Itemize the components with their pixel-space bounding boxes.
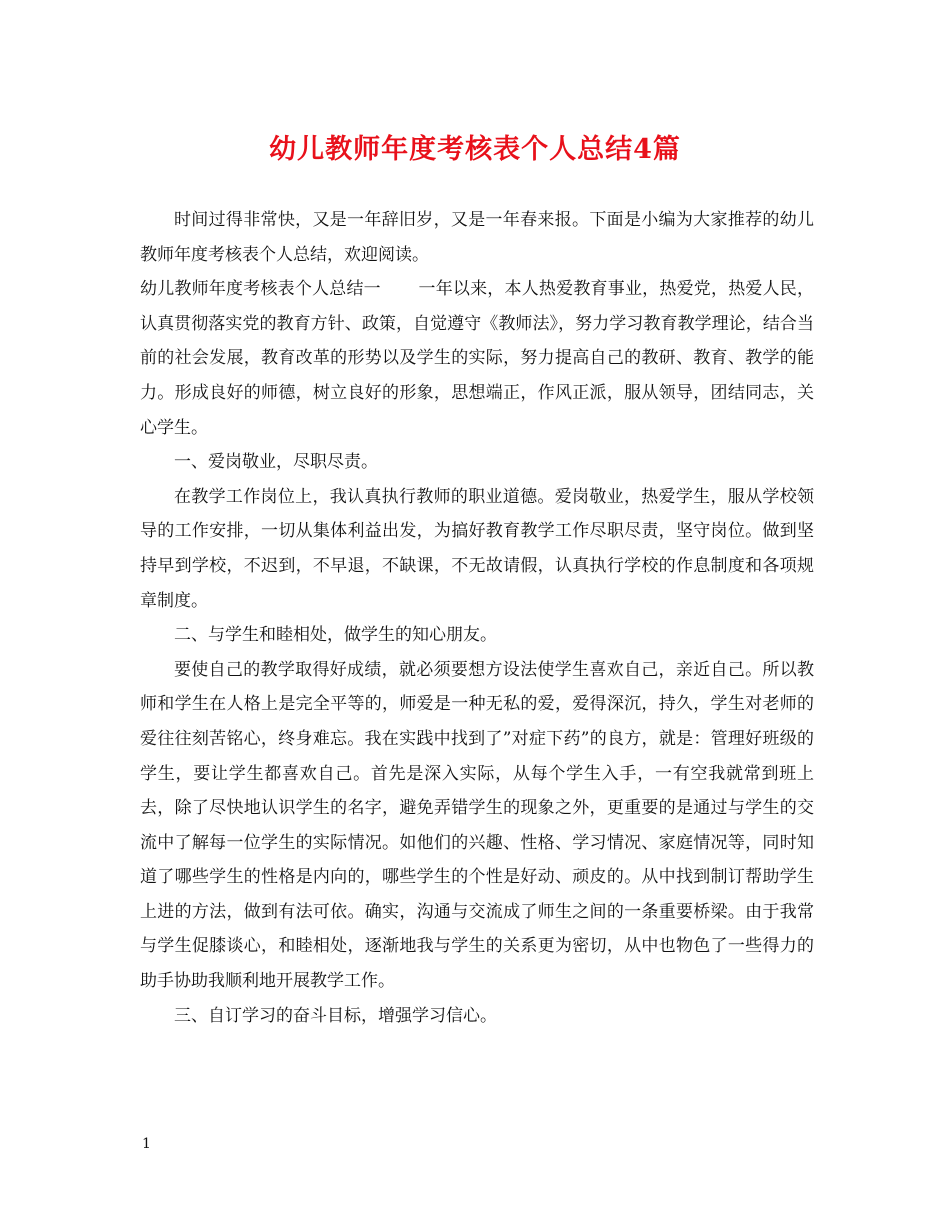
- document-title: 幼儿教师年度考核表个人总结4篇: [269, 134, 681, 165]
- document-body: [140, 203, 814, 1033]
- section-one-paragraph: 在教学工作岗位上，我认真执行教师的职业道德。爱岗敬业，热爱学生，服从学校领导的工作安排，一切从集体利益出发，为搞好教育教学工作尽职尽责，坚守岗位。做到坚持早到学校，不迟到，不早退，不缺课，不无故请假，认真执行学校的作息制度和各项规章制度。: [140, 486, 814, 611]
- summary-one-text: 一年以来，本人热爱教育事业，热爱党，热爱人民，认真贯彻落实党的教育方针、政策，自觉遵守《教师法》，努力学习教育教学理论，结合当前的社会发展，教育改革的形势以及学生的实际，努力提高自己的教研、教育、教学的能力。形成良好的师德，树立良好的形象，思想端正，作风正派，服从领导，团结同志，关心学生。: [140, 279, 815, 438]
- section-heading-two: 二、与学生和睦相处，做学生的知心朋友。: [174, 625, 497, 646]
- summary-one-paragraph: [140, 272, 814, 445]
- section-heading-three: 三、自订学习的奋斗目标，增强学习信心。: [174, 1005, 497, 1026]
- page-number: 1: [142, 1136, 151, 1152]
- section-heading-one: 一、爱岗敬业，尽职尽责。: [174, 452, 378, 473]
- section-two-paragraph: 要使自己的教学取得好成绩，就必须要想方设法使学生喜欢自己，亲近自己。所以教师和学生在人格上是完全平等的，师爱是一种无私的爱，爱得深沉，持久，学生对老师的爱往往刻苦铭心，终身难忘。我在实践中找到了”对症下药”的良方，就是：管理好班级的学生，要让学生都喜欢自己。首先是深入实际，从每个学生入手，一有空我就常到班上去，除了尽快地认识学生的名字，避免弄错学生的现象之外，更重要的是通过与学生的交流中了解每一位学生的实际情况。如他们的兴趣、性格、学习情况、家庭情况等，同时知道了哪些学生的性格是内向的，哪些学生的个性是好动、顽皮的。从中找到制订帮助学生上进的方法，做到有法可依。确实，沟通与交流成了师生之间的一条重要桥梁。由于我常与学生促膝谈心，和睦相处，逐渐地我与学生的关系更为密切，从中也物色了一些得力的助手协助我顺利地开展教学工作。: [140, 659, 814, 992]
- summary-one-heading: 幼儿教师年度考核表个人总结一: [140, 279, 381, 300]
- intro-paragraph: 时间过得非常快，又是一年辞旧岁，又是一年春来报。下面是小编为大家推荐的幼儿教师年度考核表个人总结，欢迎阅读。: [140, 210, 814, 265]
